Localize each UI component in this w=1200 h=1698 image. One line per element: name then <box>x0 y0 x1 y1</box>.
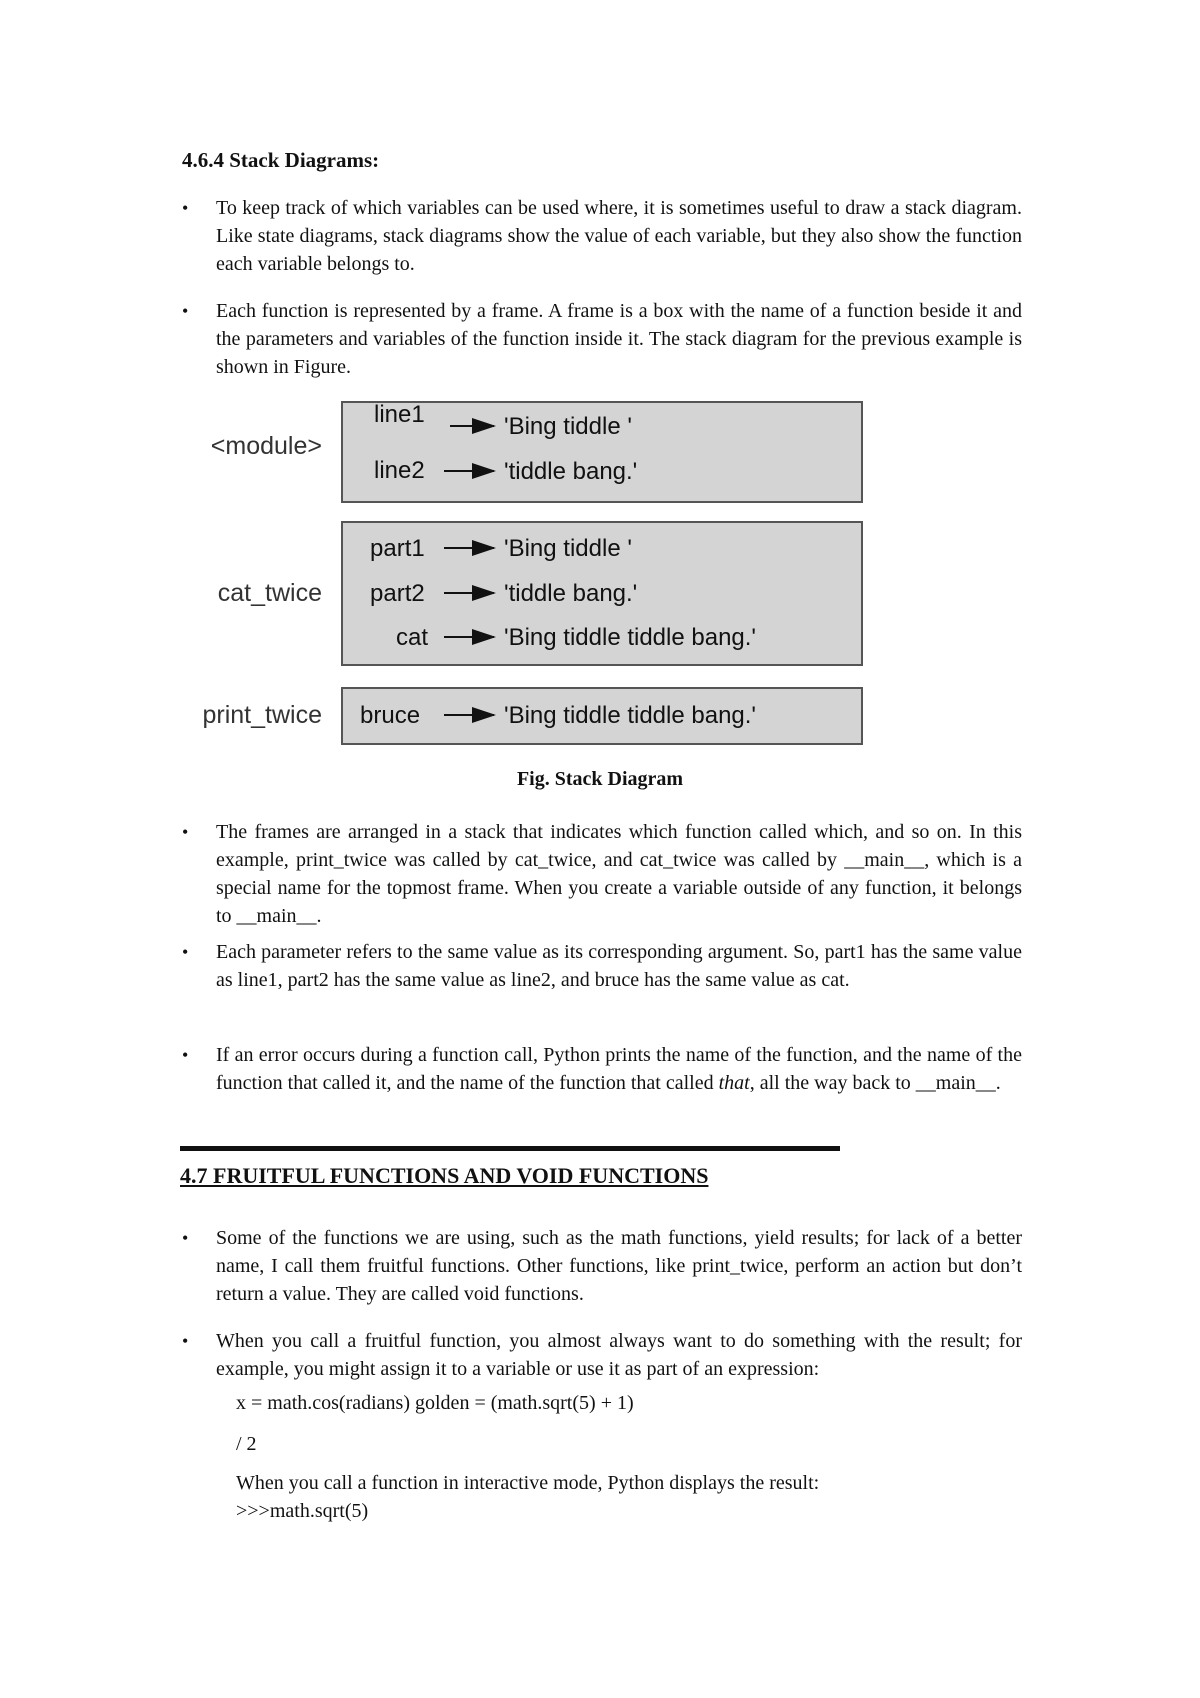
list-item <box>182 818 1022 930</box>
list-item <box>182 1327 1022 1383</box>
list-item <box>182 194 1022 278</box>
var-value-line2: 'tiddle bang.' <box>504 458 638 485</box>
bullet-icon: • <box>182 1045 189 1065</box>
code-line: >>>math.sqrt(5) <box>236 1500 369 1522</box>
var-name-part2: part2 <box>370 580 425 607</box>
var-value-line1: 'Bing tiddle ' <box>504 413 632 440</box>
stack-diagram <box>182 382 872 754</box>
section-title: 4.7 FRUITFUL FUNCTIONS AND VOID FUNCTIONS <box>180 1146 840 1189</box>
paragraph: When you call a fruitful function, you almost always want to do something with the result; for example, you might assign it to a variable or use it as part of an expression: <box>216 1330 1022 1380</box>
paragraph: Each function is represented by a frame. A frame is a box with the name of a function beside it and the parameters and variables of the function inside it. The stack diagram for the previous example is shown in Figure. <box>216 300 1022 378</box>
paragraph: Each parameter refers to the same value as its corresponding argument. So, part1 has the same value as line1, part2 has the same value as line2, and bruce has the same value as cat. <box>216 941 1022 991</box>
var-value-part1: 'Bing tiddle ' <box>504 535 632 562</box>
frame-label-print-twice: print_twice <box>202 701 322 729</box>
code-line: x = math.cos(radians) golden = (math.sqrt(5) + 1) <box>236 1392 634 1414</box>
bullet-icon: • <box>182 301 189 321</box>
var-name-line2: line2 <box>374 457 425 484</box>
bullet-icon: • <box>182 822 189 842</box>
paragraph: The frames are arranged in a stack that indicates which function called which, and so on. In this example, print_twice was called by cat_twice, and cat_twice was called by __main__, which is a special name for the topmost frame. When you create a variable outside of any function, it belongs to __main__. <box>216 821 1022 927</box>
frame-label-cat-twice: cat_twice <box>217 579 322 607</box>
bullet-icon: • <box>182 1228 189 1248</box>
code-line: / 2 <box>236 1433 257 1455</box>
list-item <box>182 1224 1022 1308</box>
var-name-line1: line1 <box>374 401 425 428</box>
text-run: If an error occurs during a function call, Python prints the name of the function, and the name of the function that called it, and the name of the function that called <box>216 1044 1022 1094</box>
var-name-cat: cat <box>396 624 429 651</box>
figure-caption: Fig. Stack Diagram <box>516 768 684 790</box>
bullet-icon: • <box>182 1331 189 1351</box>
var-value-part2: 'tiddle bang.' <box>504 580 638 607</box>
bullet-icon: • <box>182 942 189 962</box>
var-name-bruce: bruce <box>360 702 421 729</box>
bullet-icon: • <box>182 198 189 218</box>
list-item <box>182 1041 1022 1097</box>
code-line: When you call a function in interactive mode, Python displays the result: <box>236 1472 820 1494</box>
var-value-cat: 'Bing tiddle tiddle bang.' <box>504 624 757 651</box>
subsection-heading: 4.6.4 Stack Diagrams: <box>182 148 380 172</box>
var-value-bruce: 'Bing tiddle tiddle bang.' <box>504 702 757 729</box>
emphasis: that <box>718 1072 750 1094</box>
frame-label-module: <module> <box>210 432 322 460</box>
paragraph <box>216 1041 1022 1097</box>
var-name-part1: part1 <box>370 535 425 562</box>
list-item <box>182 938 1022 994</box>
paragraph: To keep track of which variables can be used where, it is sometimes useful to draw a stack diagram. Like state diagrams, stack diagrams show the value of each variable, but they also show the function each variable belongs to. <box>216 197 1022 275</box>
list-item <box>182 297 1022 381</box>
text-run: , all the way back to __main__. <box>749 1072 1001 1094</box>
paragraph: Some of the functions we are using, such as the math functions, yield results; for lack of a better name, I call them fruitful functions. Other functions, like print_twice, perform an action but don’t return a value. They are called void functions. <box>216 1227 1022 1305</box>
